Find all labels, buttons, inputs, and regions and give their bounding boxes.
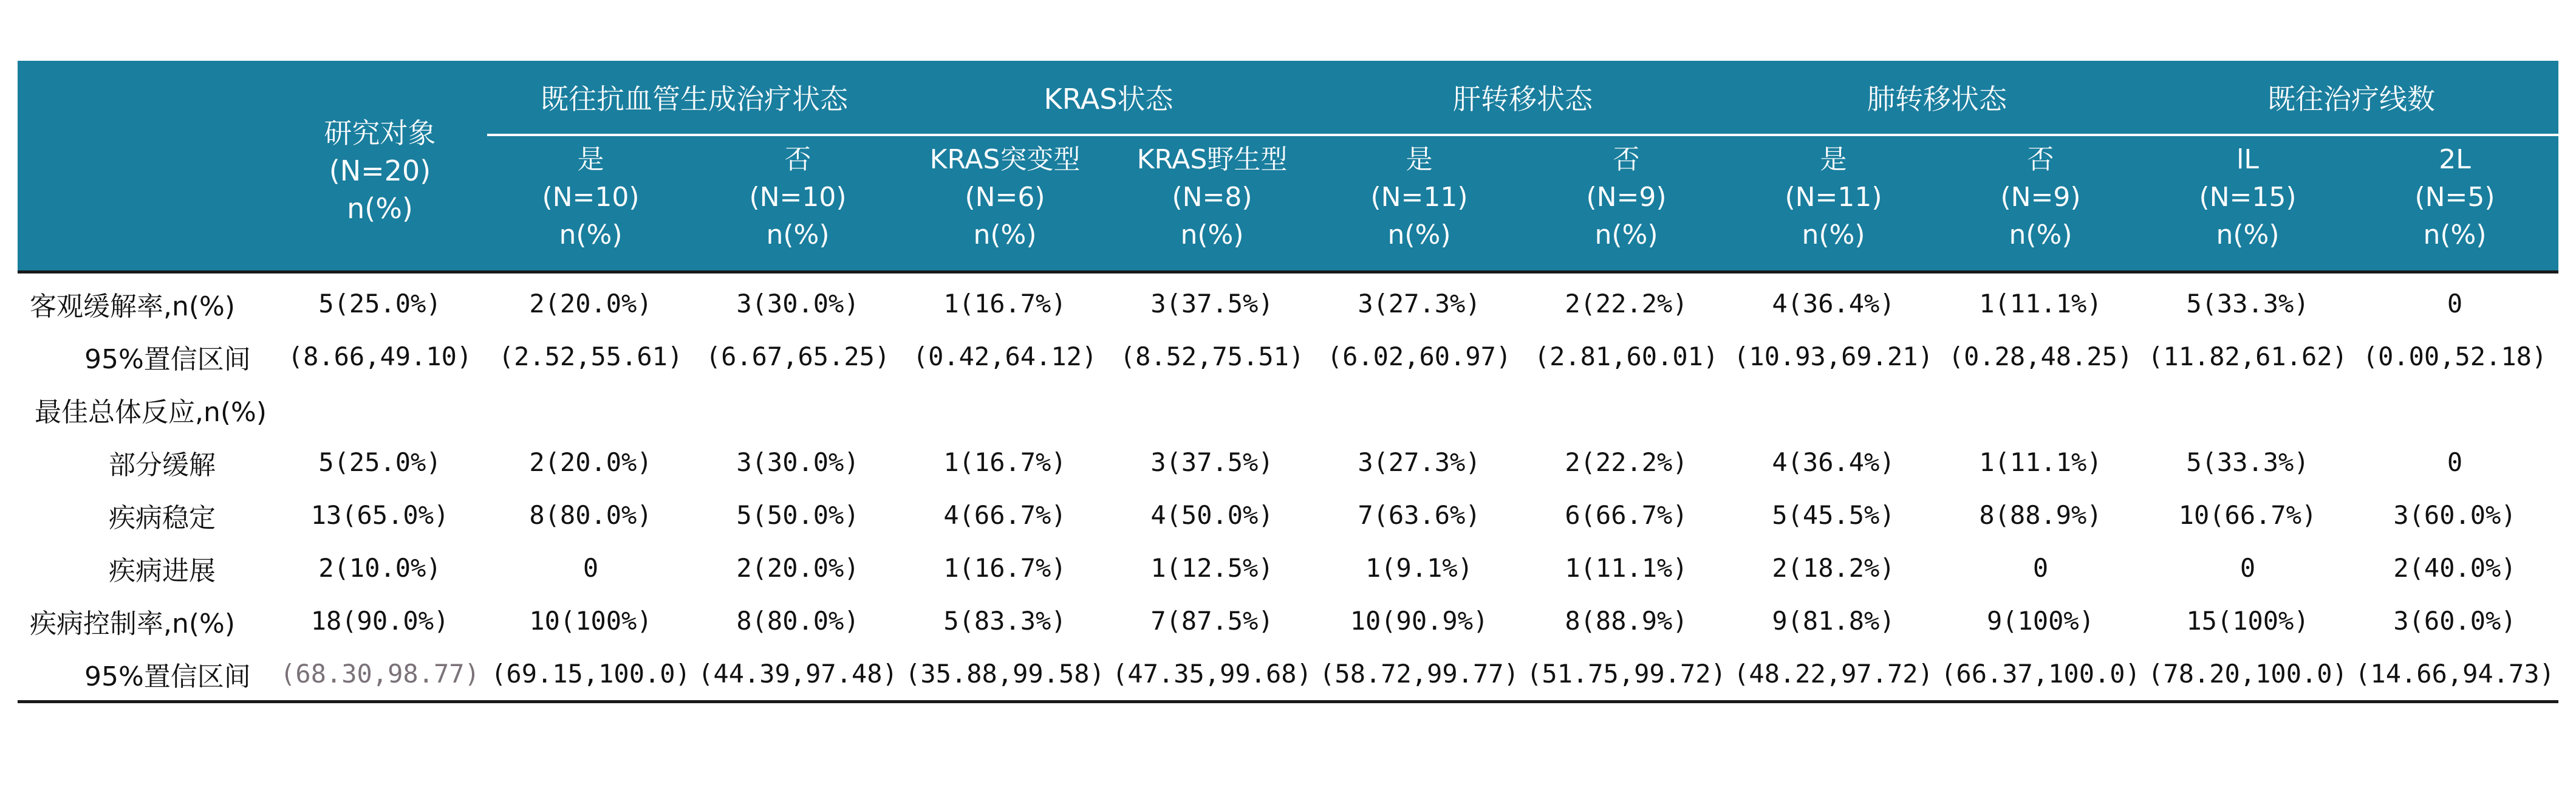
- table-cell: 7(63.6%): [1358, 500, 1481, 530]
- table-cell: 4(36.4%): [1772, 447, 1895, 477]
- table-cell: 1(11.1%): [1979, 447, 2102, 477]
- table-cell: (6.67,65.25): [705, 342, 890, 371]
- table-cell: (58.72,99.77): [1319, 659, 1519, 689]
- table-cell: 1(16.7%): [943, 289, 1067, 318]
- table-cell: 8(80.0%): [736, 606, 859, 636]
- table-cell: [1523, 383, 1730, 436]
- table-cell: (66.37,100.0): [1941, 659, 2140, 689]
- table-cell: 1(11.1%): [1979, 289, 2102, 318]
- table-cell: 5(25.0%): [318, 289, 442, 318]
- table-cell: [2144, 383, 2351, 436]
- table-cell: (35.88,99.58): [905, 659, 1105, 689]
- group-header-lung-metastasis: 肺转移状态: [1730, 61, 2144, 135]
- subheader-anti-angiogenic-no: 否 (N=10) n(%): [694, 135, 901, 272]
- header-study-cell: [273, 61, 487, 272]
- table-cell: 0: [583, 553, 599, 583]
- table-cell: 0: [2447, 289, 2463, 318]
- header-label-cell: [18, 61, 273, 272]
- row-label-bor: 最佳总体反应,n(%): [35, 396, 267, 428]
- table-cell: 8(88.9%): [1979, 500, 2102, 530]
- table-cell: [1730, 383, 1937, 436]
- table-cell: (44.39,97.48): [698, 659, 898, 689]
- table-cell: (6.02,60.97): [1327, 342, 1512, 371]
- table-cell: (10.93,69.21): [1734, 342, 1933, 371]
- table-cell: 5(33.3%): [2186, 447, 2309, 477]
- table-cell: 10(66.7%): [2178, 500, 2317, 530]
- table-cell: 0: [2032, 553, 2049, 583]
- table-cell: 3(37.5%): [1150, 447, 1274, 477]
- table-row: [18, 436, 2558, 489]
- table-cell: (2.81,60.01): [1534, 342, 1719, 371]
- table-cell: 0: [2239, 553, 2256, 583]
- table-cell: 3(37.5%): [1150, 289, 1274, 318]
- study-n: (N=20): [329, 154, 431, 187]
- subheader-anti-angiogenic-yes: 是 (N=10) n(%): [487, 135, 694, 272]
- table-body: [18, 272, 2558, 702]
- table-cell: 4(66.7%): [943, 500, 1067, 530]
- table-cell: 5(50.0%): [736, 500, 859, 530]
- table-cell: 3(27.3%): [1358, 289, 1481, 318]
- table-cell: 1(16.7%): [943, 553, 1067, 583]
- subheader-liver-no: 否 (N=9) n(%): [1523, 135, 1730, 272]
- subheader-1l: lL (N=15) n(%): [2144, 135, 2351, 272]
- table-cell: 1(16.7%): [943, 447, 1067, 477]
- table-cell: [694, 383, 901, 436]
- table-cell: 1(11.1%): [1565, 553, 1688, 583]
- row-label-partial-response: 部分缓解: [109, 449, 216, 481]
- table-cell: 2(22.2%): [1565, 289, 1688, 318]
- table-cell: [1937, 383, 2144, 436]
- table-cell: 2(20.0%): [529, 447, 652, 477]
- table-cell: (14.66,94.73): [2355, 659, 2555, 689]
- table-cell: 8(80.0%): [529, 500, 652, 530]
- row-label-progressive-disease: 疾病进展: [109, 555, 216, 586]
- row-label-orr: 客观缓解率,n(%): [30, 291, 236, 322]
- table-cell: 10(90.9%): [1350, 606, 1489, 636]
- table-cell: [901, 383, 1109, 436]
- table-cell: (2.52,55.61): [498, 342, 683, 371]
- table-cell: 3(60.0%): [2393, 606, 2516, 636]
- table-cell: (8.66,49.10): [287, 342, 473, 371]
- table-cell: (8.52,75.51): [1119, 342, 1305, 371]
- table-cell: (11.82,61.62): [2148, 342, 2348, 371]
- group-header-liver-metastasis: 肝转移状态: [1316, 61, 1730, 135]
- table-cell: (69.15,100.0): [491, 659, 691, 689]
- table-cell: 1(12.5%): [1150, 553, 1274, 583]
- table-cell: 8(88.9%): [1565, 606, 1688, 636]
- efficacy-table: [18, 61, 2558, 703]
- table-cell: 2(22.2%): [1565, 447, 1688, 477]
- table-cell: (51.75,99.72): [1526, 659, 1726, 689]
- table-cell: 10(100%): [529, 606, 652, 636]
- table-cell: 18(90.0%): [310, 606, 449, 636]
- subheader-kras-wildtype: KRAS野生型 (N=8) n(%): [1109, 135, 1316, 272]
- subheader-2l: 2L (N=5) n(%): [2351, 135, 2558, 272]
- table-cell: 3(30.0%): [736, 447, 859, 477]
- results-table-container: [18, 61, 2558, 703]
- table-cell: (68.30,98.77): [280, 659, 480, 689]
- table-cell: 3(30.0%): [736, 289, 859, 318]
- table-cell: 0: [2447, 447, 2463, 477]
- subheader-lung-yes: 是 (N=11) n(%): [1730, 135, 1937, 272]
- row-label-stable-disease: 疾病稳定: [109, 502, 216, 534]
- table-cell: 2(40.0%): [2393, 553, 2516, 583]
- row-label-dcr-ci: 95%置信区间: [84, 661, 251, 692]
- table-row: [18, 594, 2558, 647]
- table-cell: 1(9.1%): [1365, 553, 1473, 583]
- row-label-dcr: 疾病控制率,n(%): [30, 608, 236, 639]
- table-cell: 5(83.3%): [943, 606, 1067, 636]
- table-cell: 3(60.0%): [2393, 500, 2516, 530]
- table-cell: [1109, 383, 1316, 436]
- table-cell: 2(20.0%): [736, 553, 859, 583]
- group-header-prior-lines: 既往治疗线数: [2144, 61, 2558, 135]
- study-title: 研究对象: [324, 117, 436, 150]
- subheader-lung-no: 否 (N=9) n(%): [1937, 135, 2144, 272]
- table-cell: 9(81.8%): [1772, 606, 1895, 636]
- table-cell: (78.20,100.0): [2148, 659, 2348, 689]
- table-cell: (0.42,64.12): [912, 342, 1098, 371]
- table-cell: (0.28,48.25): [1948, 342, 2133, 371]
- table-cell: 5(33.3%): [2186, 289, 2309, 318]
- table-cell: 13(65.0%): [310, 500, 449, 530]
- table-cell: [273, 383, 487, 436]
- subheader-liver-yes: 是 (N=11) n(%): [1316, 135, 1523, 272]
- table-cell: [2351, 383, 2558, 436]
- table-row: [18, 330, 2558, 383]
- table-row: [18, 489, 2558, 542]
- table-cell: (48.22,97.72): [1734, 659, 1933, 689]
- row-label-orr-ci: 95%置信区间: [84, 343, 251, 375]
- table-row: [18, 272, 2558, 331]
- table-cell: 3(27.3%): [1358, 447, 1481, 477]
- table-row: [18, 383, 2558, 436]
- table-cell: [487, 383, 694, 436]
- table-cell: 2(10.0%): [318, 553, 442, 583]
- study-unit: n(%): [347, 192, 413, 225]
- group-header-kras: KRAS状态: [901, 61, 1316, 135]
- group-header-anti-angiogenic: 既往抗血管生成治疗状态: [487, 61, 901, 135]
- table-header: [18, 61, 2558, 272]
- table-cell: 7(87.5%): [1150, 606, 1274, 636]
- table-cell: (0.00,52.18): [2362, 342, 2547, 371]
- table-cell: 5(45.5%): [1772, 500, 1895, 530]
- table-cell: 15(100%): [2186, 606, 2309, 636]
- table-cell: 5(25.0%): [318, 447, 442, 477]
- table-cell: 4(50.0%): [1150, 500, 1274, 530]
- table-row: [18, 542, 2558, 594]
- table-row: [18, 647, 2558, 702]
- table-cell: 6(66.7%): [1565, 500, 1688, 530]
- table-cell: 2(20.0%): [529, 289, 652, 318]
- table-cell: [1316, 383, 1523, 436]
- table-cell: 2(18.2%): [1772, 553, 1895, 583]
- table-cell: 9(100%): [1986, 606, 2094, 636]
- table-cell: 4(36.4%): [1772, 289, 1895, 318]
- subheader-kras-mutant: KRAS突变型 (N=6) n(%): [901, 135, 1109, 272]
- table-cell: (47.35,99.68): [1112, 659, 1312, 689]
